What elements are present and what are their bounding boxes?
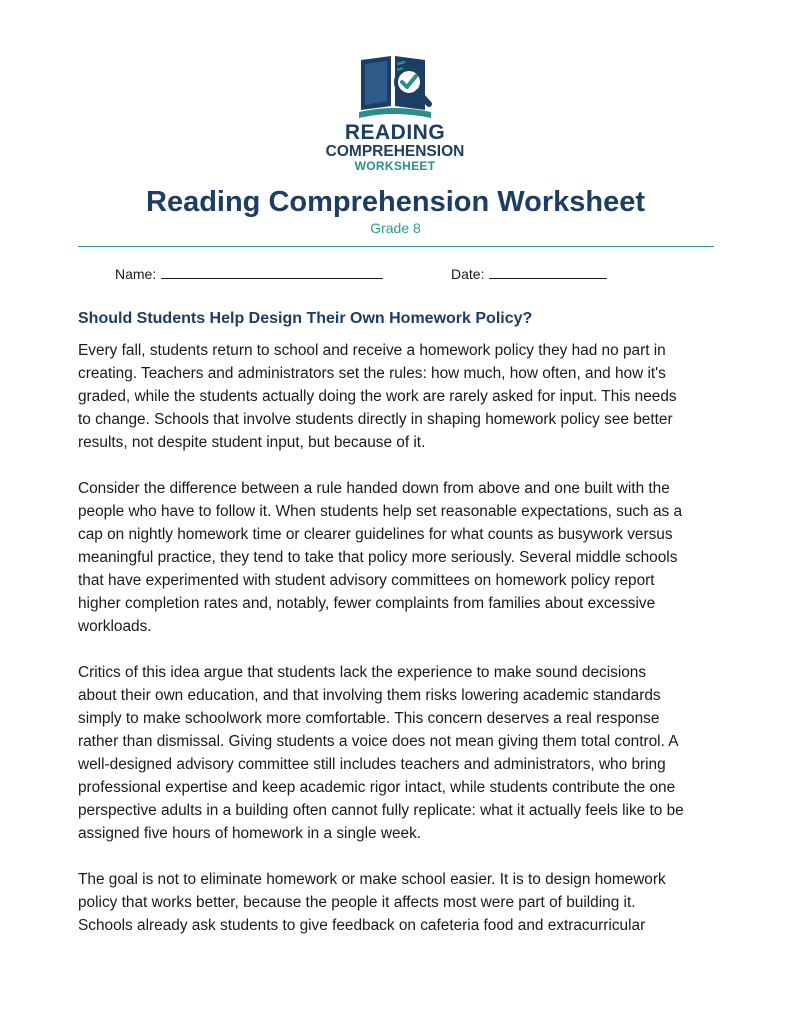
text-line: perspective adults in a building often cannot fully replicate: what it actually feels like to be (78, 802, 684, 819)
reading-worksheet-logo (317, 52, 473, 176)
paragraph-2 (78, 477, 718, 638)
text-line: Consider the difference between a rule handed down from above and one built with the (78, 480, 670, 497)
paragraph-3 (78, 661, 718, 845)
date-label: Date: (451, 266, 485, 282)
article-body (78, 339, 718, 960)
text-line: workloads. (78, 618, 152, 635)
date-field (451, 264, 607, 283)
text-line: cap on nightly homework time or clearer guidelines for what counts as busywork versus (78, 526, 673, 543)
text-line: Critics of this idea argue that students lack the experience to make sound decisions (78, 664, 647, 681)
text-line: assigned five hours of homework in a single week. (78, 825, 422, 842)
text-line: professional expertise and keep academic rigor intact, while students contribute the one (78, 779, 676, 796)
paragraph-1 (78, 339, 718, 454)
text-line: simply to make schoolwork more comfortable. This concern deserves a real response (78, 710, 660, 727)
name-blank-line[interactable] (161, 264, 383, 279)
text-line: The goal is not to eliminate homework or make school easier. It is to design homework (78, 871, 666, 888)
text-line: graded, while the students actually doing the work are rarely asked for input. This needs (78, 388, 677, 405)
grade-label: Grade 8 (370, 220, 421, 236)
header-divider (78, 246, 714, 247)
book-magnifier-icon (355, 52, 435, 122)
name-label: Name: (115, 266, 157, 282)
paragraph-4 (78, 868, 718, 937)
text-line: Every fall, students return to school and receive a homework policy they had no part in (78, 342, 666, 359)
name-field (115, 264, 383, 283)
text-line: meaningful practice, they tend to take that policy more seriously. Several middle schools (78, 549, 678, 566)
date-blank-line[interactable] (489, 264, 607, 279)
text-line: results, not despite student input, but because of it. (78, 434, 426, 451)
page-title: Reading Comprehension Worksheet (146, 186, 645, 218)
text-line: people who have to follow it. When students help set reasonable expectations, such as a (78, 503, 683, 520)
text-line: about their own education, and that involving them risks lowering academic standards (78, 687, 661, 704)
logo-text-worksheet: WORKSHEET (354, 159, 436, 173)
text-line: rather than dismissal. Giving students a voice does not mean giving them total control. A (78, 733, 679, 750)
text-line: higher completion rates and, notably, fewer complaints from families about excessive (78, 595, 656, 612)
text-line: to change. Schools that involve students directly in shaping homework policy see better (78, 411, 673, 428)
article-heading: Should Students Help Design Their Own Homework Policy? (78, 310, 533, 327)
text-line: well-designed advisory committee still includes teachers and administrators, who bring (78, 756, 666, 773)
text-line: policy that works better, because the people it affects most were part of building it. (78, 894, 636, 911)
logo-text-comprehension: COMPREHENSION (325, 143, 465, 160)
logo-text-reading: READING (344, 121, 446, 144)
text-line: creating. Teachers and administrators set the rules: how much, how often, and how it's (78, 365, 666, 382)
text-line: that have experimented with student advisory committees on homework policy report (78, 572, 655, 589)
text-line: Schools already ask students to give feedback on cafeteria food and extracurricular (78, 917, 646, 934)
